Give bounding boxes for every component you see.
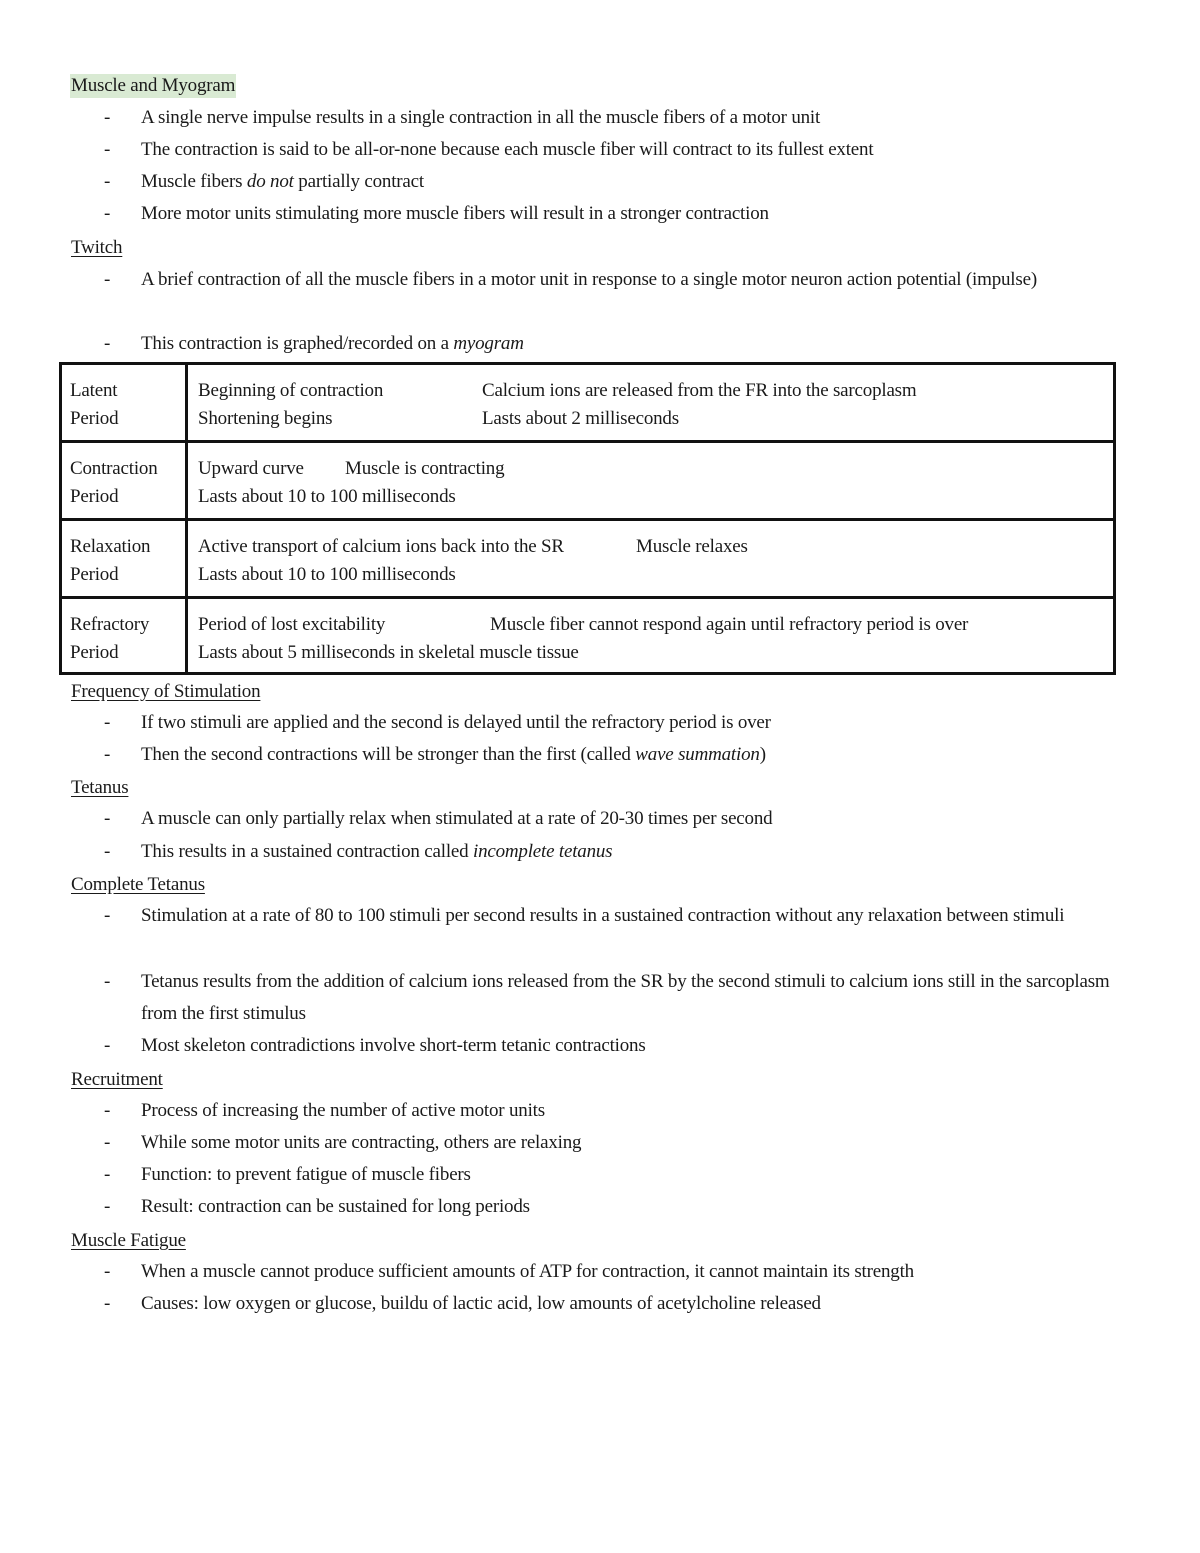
label-line: Period xyxy=(70,486,119,507)
cell-text: Shortening begins xyxy=(198,408,333,429)
bullet-text: When a muscle cannot produce sufficient amounts of ATP for contraction, it cannot maintain its strength xyxy=(141,1261,914,1282)
content-line xyxy=(198,377,1113,405)
heading-frequency-of-stimulation: Frequency of Stimulation xyxy=(71,681,261,702)
table-row-contraction xyxy=(62,443,1113,518)
table-row-relaxation xyxy=(62,521,1113,596)
label-line: Period xyxy=(70,642,119,663)
bullet-dash: - xyxy=(104,1293,111,1314)
row-content xyxy=(188,443,1113,511)
row-label xyxy=(62,521,188,596)
cell-text: Active transport of calcium ions back into the SR xyxy=(198,536,564,557)
bullet-text: More motor units stimulating more muscle fibers will result in a stronger contraction xyxy=(141,203,769,224)
bullet-dash: - xyxy=(104,171,111,192)
cell-text: Period of lost excitability xyxy=(198,614,386,635)
bullet-text-part: This contraction is graphed/recorded on a xyxy=(141,333,454,354)
bullet-text xyxy=(141,166,1121,198)
bullet-text: If two stimuli are applied and the second is delayed until the refractory period is over xyxy=(141,712,771,733)
bullet-text: Causes: low oxygen or glucose, buildu of lactic acid, low amounts of acetylcholine released xyxy=(141,1293,821,1314)
bullet-text-part: partially contract xyxy=(293,171,424,192)
bullet-text: The contraction is said to be all-or-none because each muscle fiber will contract to its fullest extent xyxy=(141,139,874,160)
bullet-dash: - xyxy=(104,333,111,354)
row-label xyxy=(62,443,188,518)
label-line: Period xyxy=(70,564,119,585)
label-line: Relaxation xyxy=(70,536,151,557)
table-row-refractory xyxy=(62,599,1113,672)
cell-text: Beginning of contraction xyxy=(198,380,384,401)
content-line xyxy=(198,405,1113,433)
row-content xyxy=(188,599,1113,667)
label-line: Latent xyxy=(70,380,118,401)
row-content xyxy=(188,365,1113,433)
bullet-text xyxy=(141,836,1121,868)
bullet-dash: - xyxy=(104,1196,111,1217)
italic-term: wave summation xyxy=(635,744,760,765)
cell-text: Upward curve xyxy=(198,458,304,479)
bullet-text: Process of increasing the number of active motor units xyxy=(141,1100,545,1121)
bullet-dash: - xyxy=(104,971,111,992)
bullet-dash: - xyxy=(104,1132,111,1153)
cell-text: Muscle fiber cannot respond again until refractory period is over xyxy=(490,614,969,635)
content-line: Lasts about 5 milliseconds in skeletal muscle tissue xyxy=(198,642,579,663)
heading-muscle-and-myogram: Muscle and Myogram xyxy=(71,75,236,96)
heading-tetanus: Tetanus xyxy=(71,777,129,798)
bullet-dash: - xyxy=(104,1100,111,1121)
italic-term: myogram xyxy=(453,333,524,354)
cell-text: Muscle relaxes xyxy=(636,536,748,557)
bullet-text-part: Then the second contractions will be stronger than the first (called xyxy=(141,744,636,765)
twitch-phases-table xyxy=(59,362,1116,675)
heading-recruitment: Recruitment xyxy=(71,1069,163,1090)
row-label xyxy=(62,599,188,672)
heading-complete-tetanus: Complete Tetanus xyxy=(71,874,205,895)
bullet-text: A brief contraction of all the muscle fibers in a motor unit in response to a single motor neuron action potential (impulse) xyxy=(141,269,1037,290)
bullet-dash: - xyxy=(104,905,111,926)
bullet-dash: - xyxy=(104,1035,111,1056)
bullet-text: A muscle can only partially relax when stimulated at a rate of 20-30 times per second xyxy=(141,808,773,829)
bullet-dash: - xyxy=(104,1164,111,1185)
bullet-text xyxy=(141,328,1121,360)
bullet-text-part: Muscle fibers xyxy=(141,171,247,192)
content-line xyxy=(198,533,1113,561)
bullet-text-part: This results in a sustained contraction called xyxy=(141,841,473,862)
cell-text: Calcium ions are released from the FR into the sarcoplasm xyxy=(482,380,917,401)
content-line xyxy=(198,455,1113,483)
bullet-text-part: ) xyxy=(759,744,766,765)
cell-text: Lasts about 2 milliseconds xyxy=(482,408,679,429)
bullet-dash: - xyxy=(104,1261,111,1282)
bullet-dash: - xyxy=(104,712,111,733)
bullet-dash: - xyxy=(104,744,111,765)
bullet-text xyxy=(141,739,1121,771)
label-line: Contraction xyxy=(70,458,158,479)
bullet-text: Most skeleton contradictions involve short-term tetanic contractions xyxy=(141,1035,646,1056)
row-content xyxy=(188,521,1113,589)
content-line xyxy=(198,611,1113,639)
content-line: Lasts about 10 to 100 milliseconds xyxy=(198,486,456,507)
bullet-dash: - xyxy=(104,139,111,160)
bullet-text: While some motor units are contracting, others are relaxing xyxy=(141,1132,582,1153)
bullet-dash: - xyxy=(104,808,111,829)
italic-term: do not xyxy=(246,171,294,192)
heading-muscle-fatigue: Muscle Fatigue xyxy=(71,1230,186,1251)
cell-text: Muscle is contracting xyxy=(345,458,505,479)
table-row-latent xyxy=(62,365,1113,440)
bullet-dash: - xyxy=(104,841,111,862)
italic-term: incomplete tetanus xyxy=(472,841,613,862)
label-line: Period xyxy=(70,408,119,429)
content-line: Lasts about 10 to 100 milliseconds xyxy=(198,564,456,585)
bullet-text: Function: to prevent fatigue of muscle fibers xyxy=(141,1164,471,1185)
bullet-dash: - xyxy=(104,203,111,224)
bullet-text: Tetanus results from the addition of calcium ions released from the SR by the second stimuli to calcium ions still in the sarcoplasm from the first stimulus xyxy=(141,971,1110,1024)
bullet-dash: - xyxy=(104,269,111,290)
label-line: Refractory xyxy=(70,614,150,635)
bullet-text: A single nerve impulse results in a single contraction in all the muscle fibers of a motor unit xyxy=(141,107,821,128)
heading-twitch: Twitch xyxy=(71,237,123,258)
bullet-text: Result: contraction can be sustained for long periods xyxy=(141,1196,530,1217)
bullet-text: Stimulation at a rate of 80 to 100 stimuli per second results in a sustained contraction without any relaxation between stimuli xyxy=(141,905,1065,926)
row-label xyxy=(62,365,188,440)
bullet-dash: - xyxy=(104,107,111,128)
